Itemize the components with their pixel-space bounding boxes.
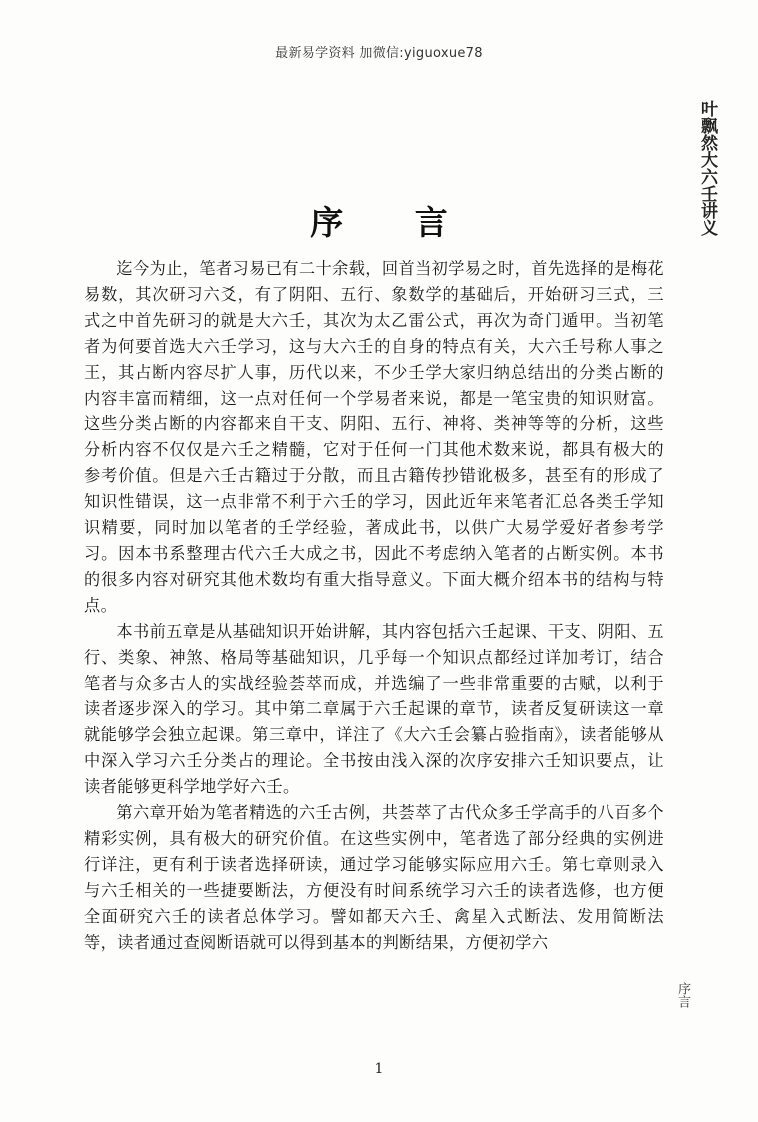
paragraph-1: 迄今为止，笔者习易已有二十余载，回首当初学易之时，首先选择的是梅花易数，其次研习六爻，有了阴阳、五行、象数学的基础后，开始研习三式，三式之中首先研习的就是大六壬，其次为太乙雷公式，再次为奇门遁甲。当初笔者为何要首选大六壬学习，这与大六壬的自身的特点有关，大六壬号称人事之王，其占断内容尽扩人事，历代以来，不少壬学大家归纳总结出的分类占断的内容丰富而精细，这一点对任何一个学易者来说，都是一笔宝贵的知识财富。这些分类占断的内容都来自干支、阴阳、五行、神将、类神等等的分析，这些分析内容不仅仅是六壬之精髓，它对于任何一门其他术数来说，都具有极大的参考价值。但是六壬古籍过于分散，而且古籍传抄错讹极多，甚至有的形成了知识性错误，这一点非常不利于六壬的学习，因此近年来笔者汇总各类壬学知识精要，同时加以笔者的壬学经验，著成此书，以供广大易学爱好者参考学习。因本书系整理古代六壬大成之书，因此不考虑纳入笔者的占断实例。本书的很多内容对研究其他术数均有重大指导意义。下面大概介绍本书的结构与特点。 bbox=[84, 259, 664, 615]
running-section-label: 序言 bbox=[675, 982, 690, 1008]
running-book-title: 叶飘然大六壬讲义 bbox=[697, 100, 717, 236]
body-text bbox=[84, 256, 664, 955]
paragraph-2: 本书前五章是从基础知识开始讲解，其内容包括六壬起课、干支、阴阳、五行、类象、神煞、格局等基础知识，几乎每一个知识点都经过详加考订，结合笔者与众多古人的实战经验荟萃而成，并选编了一些非常重要的古赋，以利于读者逐步深入的学习。其中第二章属于六壬起课的章节，读者反复研读这一章就能够学会独立起课。第三章中，详注了《大六壬会纂占验指南》，读者能够从中深入学习六壬分类占的理论。全书按由浅入深的次序安排六壬知识要点，让读者能够更科学地学好六壬。 bbox=[84, 621, 664, 797]
paragraph-3: 第六章开始为笔者精选的六壬古例，共荟萃了古代众多壬学高手的八百多个精彩实例，具有极大的研究价值。在这些实例中，笔者选了部分经典的实例进行详注，更有利于读者选择研读，通过学习能够实际应用六壬。第七章则录入与六壬相关的一些捷要断法，方便没有时间系统学习六壬的读者选修，也方便全面研究六壬的读者总体学习。譬如都天六壬、禽星入式断法、发用简断法等，读者通过查阅断语就可以得到基本的判断结果，方便初学六 bbox=[84, 803, 664, 952]
chapter-title: 序 言 bbox=[310, 203, 478, 242]
watermark-header: 最新易学资料 加微信:yiguoxue78 bbox=[275, 46, 483, 61]
page-number: 1 bbox=[374, 1061, 384, 1077]
